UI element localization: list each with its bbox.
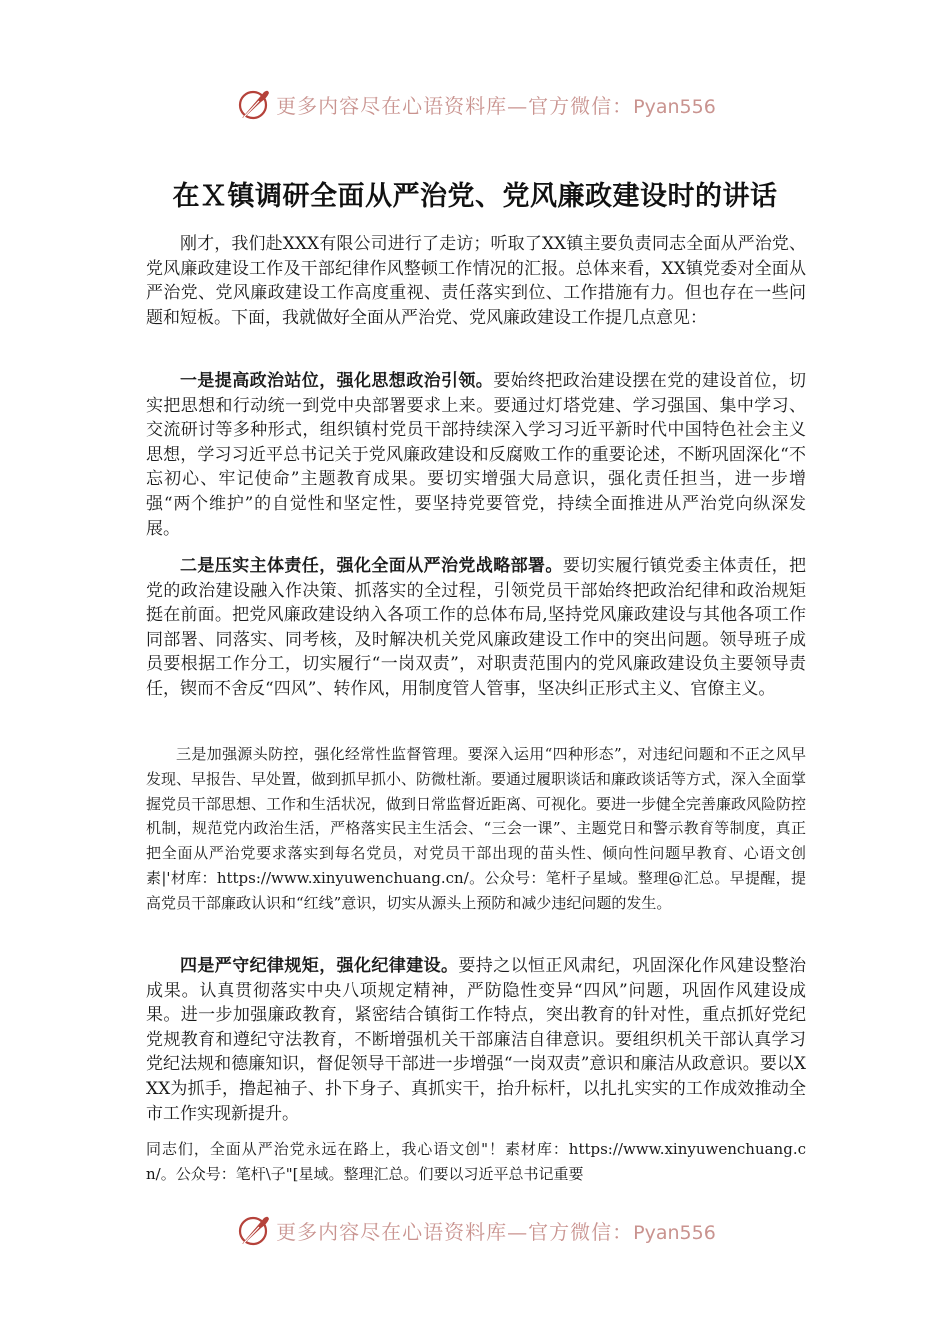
point-two-body: 要切实履行镇党委主体责任，把党的政治建设融入作决策、抓落实的全过程，引领党员干部始终把政治纪律和政治规矩挺在前面。把党风廉政建设纳入各项工作的总体布局,坚持党风廉政建设与其他各项工作同部署、同落实、同考核，及时解决机关党风廉政建设工作中的突出问题。领导班子成员要根据工作分工，切实履行“一岗双责”，对职责范围内的党风廉政建设负主要领导责任，锲而不舍反“四风”、转作风，用制度管人管事，坚决纠正形式主义、官僚主义。 [146,556,807,699]
paragraph-intro: 刚才，我们赴XXX有限公司进行了走访；听取了XX镇主要负责同志全面从严治党、党风廉政建设工作及干部纪律作风整顿工作情况的汇报。总体来看，XX镇党委对全面从严治党、党风廉政建设工作高度重视、责任落实到位、工作措施有力。但也存在一些问题和短板。下面，我就做好全面从严治党、党风廉政建设工作提几点意见： [146,234,806,328]
paragraph-point-one [146,369,806,541]
paragraph-closing: 同志们，全面从严治党永远在路上，我心语文创"！素材库：https://www.xinyuwenchuang.cn/。公众号：笔杆\子"[星域。整理汇总。们要以习近平总书记重要 [146,1140,806,1183]
wechat-id: Pyan556 [633,1221,716,1244]
point-four-heading: 四是严守纪律规矩，强化纪律建设。 [180,956,459,976]
point-one-body: 要始终把政治建设摆在党的建设首位，切实把思想和行动统一到党中央部署要求上来。要通过灯塔党建、学习强国、集中学习、交流研讨等多种形式，组织镇村党员干部持续深入学习习近平新时代中国特色社会主义思想，学习习近平总书记关于党风廉政建设和反腐败工作的重要论述，不断巩固深化“不忘初心、牢记使命”主题教育成果。要切实增强大局意识，强化责任担当，进一步增强“两个维护”的自觉性和坚定性，要坚持党要管党，持续全面推进从严治党向纵深发展。 [146,371,807,539]
quill-logo-icon [234,1210,274,1250]
wechat-id: Pyan556 [633,95,716,118]
header-watermark-banner [0,84,950,124]
banner-text: 更多内容尽在心语资料库—官方微信：Pyan556 [276,93,716,118]
document-title: 在Ｘ镇调研全面从严治党、党风廉政建设时的讲话 [172,181,778,212]
quill-logo-icon [234,84,274,124]
point-one-heading: 一是提高政治站位，强化思想政治引领。 [180,371,494,391]
point-two-heading: 二是压实主体责任，强化全面从严治党战略部署。 [180,556,563,576]
paragraph-point-three: 三是加强源头防控，强化经常性监督管理。要深入运用“四种形态”，对违纪问题和不正之风早发现、早报告、早处置，做到抓早抓小、防微杜渐。要通过履职谈话和廉政谈话等方式，深入全面掌握党员干部思想、工作和生活状况，做到日常监督近距离、可视化。要进一步健全完善廉政风险防控机制，规范党内政治生活，严格落实民主生活会、“三会一课”、主题党日和警示教育等制度，真正把全面从严治党要求落实到每名党员，对党员干部出现的苗头性、倾向性问题早教育、心语文创素|'材库：https://www.xinyuwenchuang.cn/。公众号：笔杆子星域。整理@汇总。早提醒，提高党员干部廉政认识和“红线”意识，切实从源头上预防和减少违纪问题的发生。 [146,745,807,912]
footer-watermark-banner [0,1210,950,1250]
paragraph-point-two [146,554,806,702]
banner-text: 更多内容尽在心语资料库—官方微信：Pyan556 [276,1219,716,1244]
point-four-body: 要持之以恒正风肃纪，巩固深化作风建设整治成果。认真贯彻落实中央八项规定精神，严防隐性变异“四风”问题，巩固作风建设成果。进一步加强廉政教育，紧密结合镇街工作特点，突出教育的针对性，重点抓好党纪党规教育和遵纪守法教育，不断增强机关干部廉洁自律意识。要组织机关干部认真学习党纪法规和德廉知识，督促领导干部进一步增强“一岗双责”意识和廉洁从政意识。要以XXX为抓手，撸起袖子、扑下身子、真抓实干，抬升标杆，以扎扎实实的工作成效推动全市工作实现新提升。 [146,956,807,1124]
paragraph-point-four [146,954,806,1126]
